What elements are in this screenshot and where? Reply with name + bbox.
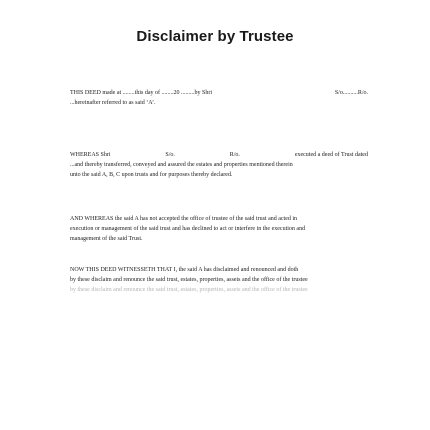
paragraph-whereas-trust [70,150,368,180]
paragraph-line-cutoff: by these disclaim and renounce the said trust, estates, properties, assets and the office of the trustee [70,287,308,293]
whereas-shri-text: WHEREAS Shri [70,152,111,158]
paragraph-not-accepted [70,214,368,244]
document-title: Disclaimer by Trustee [136,28,294,45]
paragraph-line: unto the said A, B, C upon trusts and for purposes thereby declared. [70,172,233,178]
deed-intro-text: THIS DEED made at ........this day of ........20 .........by Shri [70,90,212,96]
paragraph-line: management of the said Trust. [70,236,143,242]
paragraph-deed-intro [70,88,368,108]
paragraph-line: AND WHEREAS the said A has not accepted the office of trustee of the said trust and acted in [70,216,298,222]
executed-deed-text: executed a deed of Trust dated [294,152,368,158]
deed-intro-relation: S/o..........R/o. [334,90,368,96]
paragraph-line: by these disclaim and renounce the said trust, estates, properties, assets and the office of the trustee [70,277,308,283]
paragraph-line [70,150,368,160]
paragraph-line: NOW THIS DEED WITNESSETH THAT I, the said A has disclaimed and renounced and doth [70,267,299,273]
paragraph-line: execution or management of the said trust and has declined to act or interfere in the execution and [70,226,306,232]
paragraph-line: ...and thereby transferred, conveyed and assured the estates and properties mentioned therein [70,162,293,168]
resident-of-text: R/o. [229,152,240,158]
son-of-text: S/o. [165,152,175,158]
paragraph-line [70,88,368,98]
paragraph-line: ...hereinafter referred to as said ‘A’. [70,100,156,106]
paragraph-witnesseth [70,265,368,295]
